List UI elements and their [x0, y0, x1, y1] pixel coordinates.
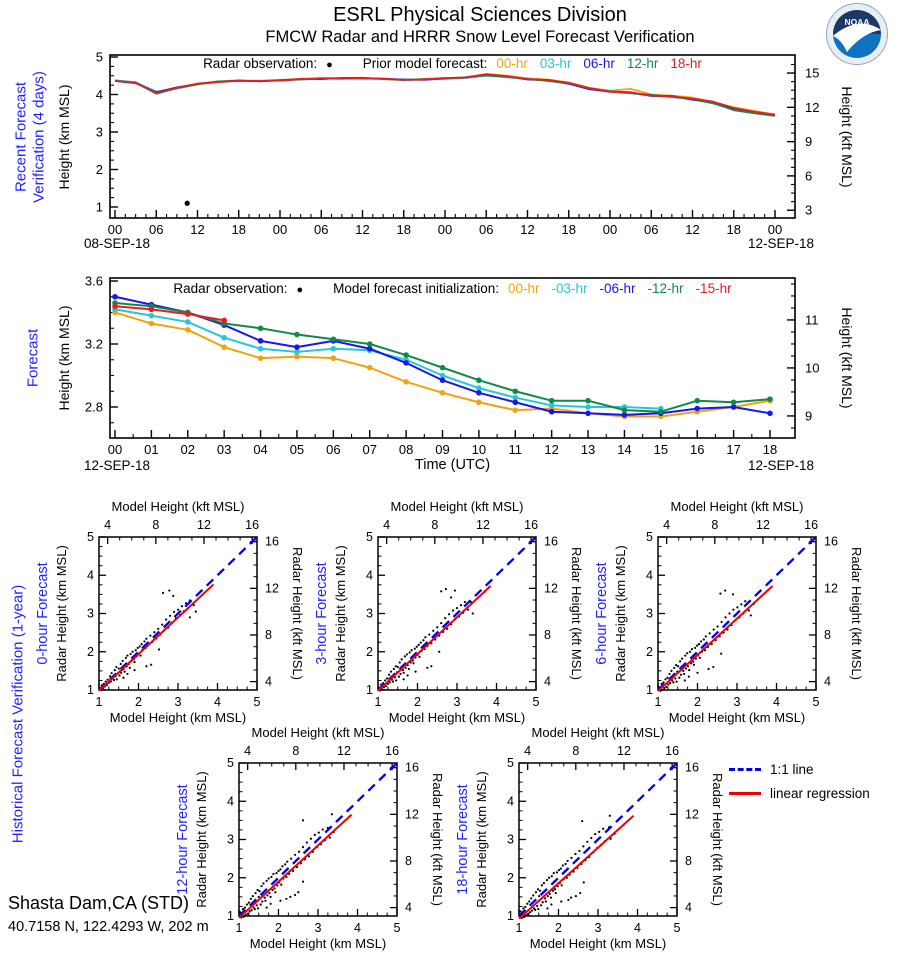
svg-text:5: 5	[532, 695, 540, 709]
legend-entry-06-hr: 06-hr	[583, 56, 615, 71]
svg-text:8: 8	[572, 744, 580, 758]
svg-text:8: 8	[292, 744, 300, 758]
svg-text:3: 3	[174, 695, 182, 709]
svg-text:17: 17	[726, 442, 741, 457]
svg-text:6: 6	[805, 168, 813, 184]
svg-text:5: 5	[393, 921, 401, 935]
svg-text:Radar Height (kft MSL): Radar Height (kft MSL)	[430, 773, 445, 906]
svg-text:12: 12	[805, 99, 820, 115]
svg-text:2: 2	[555, 921, 562, 935]
recent-date-left: 08-SEP-18	[84, 236, 151, 251]
svg-text:12: 12	[824, 581, 838, 596]
svg-text:2: 2	[87, 644, 94, 659]
station-coordinates: 40.7158 N, 122.4293 W, 202 m	[8, 919, 209, 935]
svg-text:2: 2	[227, 870, 234, 885]
svg-text:12-hour Forecast: 12-hour Forecast	[175, 784, 191, 895]
scatter-panel-3-regression-line	[239, 815, 352, 918]
svg-text:3: 3	[805, 202, 813, 218]
svg-text:5: 5	[227, 756, 234, 770]
svg-text:16: 16	[665, 744, 680, 758]
svg-text:06: 06	[326, 442, 341, 457]
scatter-panel-4-regression-line	[519, 816, 634, 919]
svg-text:11: 11	[805, 312, 819, 328]
recent-section-label-line1: Recent Forecast	[12, 81, 30, 193]
svg-text:4: 4	[366, 568, 373, 583]
svg-text:2: 2	[275, 921, 282, 935]
svg-text:4: 4	[507, 794, 514, 809]
recent-legend	[130, 56, 775, 71]
svg-text:4: 4	[824, 674, 831, 689]
legend-entry-00-hr: 00-hr	[496, 56, 528, 71]
forecast-date-left: 12-SEP-18	[84, 458, 151, 473]
recent-legend-obs-label: Radar observation:	[203, 56, 318, 71]
svg-text:8: 8	[405, 853, 412, 868]
recent-yaxis-label-left: Height (km MSL)	[56, 84, 72, 190]
svg-text:1: 1	[366, 683, 373, 697]
svg-text:12: 12	[337, 744, 351, 758]
recent-date-right: 12-SEP-18	[748, 236, 815, 251]
svg-text:8: 8	[824, 627, 831, 642]
svg-text:3.6: 3.6	[84, 273, 103, 289]
svg-text:4: 4	[405, 900, 412, 915]
svg-text:18: 18	[762, 442, 778, 457]
svg-text:4: 4	[663, 518, 671, 532]
svg-text:Model Height (kft MSL): Model Height (kft MSL)	[531, 725, 665, 740]
page-title: ESRL Physical Sciences Division	[333, 4, 627, 26]
svg-text:6-hour Forecast: 6-hour Forecast	[594, 562, 610, 665]
svg-text:06: 06	[149, 222, 164, 237]
svg-text:4: 4	[524, 744, 532, 758]
svg-text:4: 4	[265, 674, 272, 689]
legend-entry-03-hr: 03-hr	[539, 56, 572, 71]
svg-text:1: 1	[87, 683, 94, 697]
svg-text:Model Height (km MSL): Model Height (km MSL)	[249, 936, 387, 951]
scatter-panel-3-labels	[175, 725, 445, 951]
svg-text:07: 07	[362, 442, 377, 457]
svg-text:16: 16	[824, 534, 838, 549]
svg-text:2: 2	[414, 695, 421, 709]
scatter-panel-1-regression-line	[378, 586, 491, 691]
svg-text:3: 3	[366, 606, 373, 621]
scatter-panel-3-one-to-one-line	[239, 763, 397, 916]
svg-text:3: 3	[314, 921, 322, 935]
svg-text:Radar Height (kft MSL): Radar Height (kft MSL)	[290, 547, 305, 680]
svg-text:1: 1	[374, 695, 382, 709]
legend-row-one-to-one	[729, 757, 870, 781]
svg-text:3: 3	[594, 921, 602, 935]
svg-text:18: 18	[561, 222, 576, 237]
scatter-panel-2-labels	[594, 499, 864, 725]
recent-series-06-hr	[115, 75, 775, 115]
svg-text:Model Height (km MSL): Model Height (km MSL)	[668, 710, 806, 725]
svg-text:4: 4	[87, 568, 94, 583]
svg-text:3: 3	[95, 124, 103, 140]
regression-line-sample	[729, 792, 761, 795]
svg-text:4: 4	[383, 518, 391, 532]
svg-text:00: 00	[602, 222, 618, 237]
svg-text:00: 00	[272, 222, 288, 237]
one-to-one-label: 1:1 line	[770, 761, 814, 777]
svg-text:4: 4	[244, 744, 252, 758]
recent-legend-series-label: Prior model forecast:	[362, 56, 488, 71]
radar-obs-dot-icon: ●	[326, 59, 333, 71]
svg-text:5: 5	[366, 530, 373, 544]
svg-text:16: 16	[544, 534, 558, 549]
svg-text:12: 12	[544, 581, 558, 596]
svg-text:4: 4	[95, 87, 103, 102]
svg-text:05: 05	[289, 442, 305, 457]
svg-text:12: 12	[685, 222, 700, 237]
svg-text:Radar Height (km MSL): Radar Height (km MSL)	[613, 545, 628, 682]
svg-text:3: 3	[453, 695, 461, 709]
svg-text:8: 8	[431, 518, 439, 532]
svg-text:18: 18	[396, 222, 411, 237]
scatter-panel-2-one-to-one-line	[658, 537, 816, 690]
scatter-panel-1-labels	[314, 499, 584, 725]
svg-text:1: 1	[95, 199, 103, 215]
svg-text:Radar Height (kft MSL): Radar Height (kft MSL)	[849, 547, 864, 680]
svg-text:5: 5	[673, 921, 681, 935]
recent-series-18-hr	[115, 74, 775, 115]
svg-text:4: 4	[104, 518, 112, 532]
svg-text:5: 5	[812, 695, 820, 709]
svg-text:Model Height (kft MSL): Model Height (kft MSL)	[390, 499, 524, 514]
svg-text:Radar Height (km MSL): Radar Height (km MSL)	[474, 771, 489, 908]
svg-text:12: 12	[355, 222, 370, 237]
svg-text:1: 1	[646, 683, 653, 697]
svg-text:12: 12	[756, 518, 770, 532]
svg-text:1: 1	[95, 695, 103, 709]
recent-legend-entries	[496, 56, 702, 71]
svg-text:4: 4	[544, 674, 551, 689]
scatter-panel-1-one-to-one-line	[378, 537, 536, 690]
forecast-yaxis-label-left: Height (km MSL)	[56, 305, 72, 411]
svg-text:18: 18	[726, 222, 741, 237]
svg-text:8: 8	[265, 627, 272, 642]
svg-text:12: 12	[617, 744, 631, 758]
svg-text:16: 16	[524, 518, 539, 532]
svg-text:15: 15	[805, 65, 820, 81]
svg-text:Model Height (kft MSL): Model Height (kft MSL)	[111, 499, 245, 514]
svg-text:Model Height (kft MSL): Model Height (kft MSL)	[670, 499, 804, 514]
noaa-logo-text: NOAA	[844, 17, 870, 27]
svg-text:3: 3	[507, 832, 514, 847]
svg-text:16: 16	[804, 518, 819, 532]
scatter-panel-4-labels	[455, 725, 725, 951]
scatter-panel-0-one-to-one-line	[99, 537, 257, 690]
svg-text:0-hour Forecast: 0-hour Forecast	[35, 562, 51, 665]
scatter-panel-4-points	[519, 815, 615, 919]
svg-text:10: 10	[471, 442, 487, 457]
svg-text:5: 5	[87, 530, 94, 544]
svg-text:8: 8	[152, 518, 160, 532]
svg-text:12: 12	[544, 442, 559, 457]
forecast-section-label: Forecast	[24, 328, 42, 388]
svg-text:Model Height (km MSL): Model Height (km MSL)	[109, 710, 247, 725]
forecast-series-00-hr	[112, 310, 773, 420]
svg-text:00: 00	[767, 222, 783, 237]
svg-text:06: 06	[644, 222, 659, 237]
station-name: Shasta Dam,CA (STD)	[8, 893, 190, 913]
svg-text:5: 5	[95, 49, 103, 65]
svg-text:2: 2	[507, 870, 514, 885]
svg-text:18-hour Forecast: 18-hour Forecast	[455, 784, 471, 895]
forecast-panel-axes	[85, 274, 820, 458]
svg-text:8: 8	[711, 518, 719, 532]
legend-entry--15-hr: -15-hr	[695, 281, 732, 296]
svg-text:2: 2	[366, 644, 373, 659]
legend-entry--06-hr: -06-hr	[599, 281, 636, 296]
legend-entry-18-hr: 18-hr	[670, 56, 702, 71]
svg-text:12: 12	[685, 807, 699, 822]
svg-text:18: 18	[231, 222, 246, 237]
radar-obs-dot-icon: ●	[296, 284, 304, 296]
svg-text:5: 5	[646, 530, 653, 544]
forecast-legend-obs-label: Radar observation:	[173, 281, 288, 296]
forecast-series--06-hr	[112, 294, 773, 418]
svg-text:4: 4	[354, 921, 361, 935]
svg-text:15: 15	[653, 442, 669, 457]
svg-text:5: 5	[507, 756, 514, 770]
svg-text:03: 03	[216, 442, 232, 457]
svg-text:12: 12	[520, 222, 535, 237]
svg-text:04: 04	[253, 442, 268, 457]
svg-text:4: 4	[646, 568, 653, 583]
forecast-legend	[130, 281, 775, 296]
svg-text:Model Height (kft MSL): Model Height (kft MSL)	[251, 725, 385, 740]
svg-text:16: 16	[685, 760, 699, 775]
svg-text:3: 3	[733, 695, 741, 709]
svg-text:06: 06	[314, 222, 329, 237]
scatter-panel-0-labels	[35, 499, 305, 725]
svg-text:1: 1	[515, 921, 523, 935]
svg-text:12: 12	[197, 518, 211, 532]
svg-text:Radar Height (kft MSL): Radar Height (kft MSL)	[569, 547, 584, 680]
svg-text:12: 12	[476, 518, 490, 532]
svg-text:2.8: 2.8	[84, 399, 103, 415]
svg-text:3-hour Forecast: 3-hour Forecast	[314, 562, 330, 665]
svg-text:4: 4	[493, 695, 500, 709]
svg-text:2: 2	[646, 644, 653, 659]
svg-text:16: 16	[385, 744, 400, 758]
svg-text:Radar Height (km MSL): Radar Height (km MSL)	[333, 545, 348, 682]
regression-label: linear regression	[770, 785, 870, 801]
svg-text:1: 1	[507, 909, 514, 923]
svg-text:4: 4	[227, 794, 234, 809]
forecast-xaxis-label: Time (UTC)	[414, 457, 491, 473]
scatter-panel-4-axes	[507, 744, 699, 935]
svg-text:1: 1	[235, 921, 243, 935]
svg-text:2: 2	[95, 162, 103, 177]
svg-text:2: 2	[694, 695, 701, 709]
svg-text:8: 8	[685, 853, 692, 868]
svg-text:02: 02	[180, 442, 196, 457]
legend-entry-00-hr: 00-hr	[508, 281, 540, 296]
svg-text:00: 00	[437, 222, 453, 237]
legend-entry--03-hr: -03-hr	[551, 281, 588, 296]
svg-text:14: 14	[617, 442, 632, 457]
svg-text:12: 12	[265, 581, 279, 596]
forecast-legend-series-label: Model forecast initialization:	[333, 281, 499, 296]
forecast-yaxis-label-right: Height (kft MSL)	[839, 307, 855, 409]
forecast-date-right: 12-SEP-18	[748, 458, 815, 473]
svg-text:16: 16	[265, 534, 279, 549]
forecast-series--03-hr	[112, 307, 663, 412]
svg-text:16: 16	[245, 518, 260, 532]
svg-text:9: 9	[805, 134, 813, 150]
svg-text:5: 5	[253, 695, 261, 709]
svg-text:3: 3	[646, 606, 653, 621]
svg-text:11: 11	[508, 442, 523, 457]
svg-text:Radar Height (kft MSL): Radar Height (kft MSL)	[710, 773, 725, 906]
recent-section-label-line2: Verification (4 days)	[30, 71, 48, 203]
svg-text:1: 1	[227, 909, 234, 923]
page-subtitle: FMCW Radar and HRRR Snow Level Forecast Verification	[265, 28, 695, 46]
svg-text:3: 3	[227, 832, 234, 847]
svg-text:2: 2	[135, 695, 142, 709]
historical-section-label: Historical Forecast Verification (1-year)	[9, 584, 27, 844]
svg-text:8: 8	[544, 627, 551, 642]
scatter-panel-0-regression-line	[99, 584, 214, 690]
one-to-one-line-sample	[729, 768, 761, 771]
historical-legend	[729, 757, 870, 805]
svg-text:3.2: 3.2	[84, 336, 103, 352]
recent-radar-observation	[185, 201, 190, 206]
svg-text:00: 00	[107, 222, 123, 237]
legend-row-regression	[729, 781, 870, 805]
svg-text:Model Height (km MSL): Model Height (km MSL)	[529, 936, 667, 951]
svg-text:10: 10	[805, 360, 820, 376]
svg-text:4: 4	[685, 900, 692, 915]
svg-text:01: 01	[144, 442, 159, 457]
svg-text:06: 06	[479, 222, 494, 237]
svg-text:16: 16	[405, 760, 419, 775]
svg-text:4: 4	[634, 921, 641, 935]
legend-entry--12-hr: -12-hr	[647, 281, 684, 296]
svg-text:13: 13	[580, 442, 596, 457]
svg-text:00: 00	[107, 442, 123, 457]
svg-text:9: 9	[805, 408, 813, 424]
svg-text:12: 12	[190, 222, 205, 237]
svg-text:Radar Height (km MSL): Radar Height (km MSL)	[54, 545, 69, 682]
svg-text:1: 1	[654, 695, 662, 709]
forecast-legend-entries	[508, 281, 732, 296]
scatter-panel-2-regression-line	[658, 586, 773, 691]
svg-text:4: 4	[773, 695, 780, 709]
recent-series-00-hr	[115, 74, 775, 115]
recent-yaxis-label-right: Height (kft MSL)	[839, 86, 855, 188]
svg-text:12: 12	[405, 807, 419, 822]
svg-text:09: 09	[435, 442, 450, 457]
svg-text:Radar Height (km MSL): Radar Height (km MSL)	[194, 771, 209, 908]
svg-text:3: 3	[87, 606, 94, 621]
legend-entry-12-hr: 12-hr	[626, 56, 659, 71]
svg-text:Model Height (km MSL): Model Height (km MSL)	[388, 710, 526, 725]
svg-text:16: 16	[689, 442, 705, 457]
svg-text:08: 08	[398, 442, 414, 457]
scatter-panel-4-one-to-one-line	[519, 763, 677, 916]
svg-text:4: 4	[214, 695, 221, 709]
